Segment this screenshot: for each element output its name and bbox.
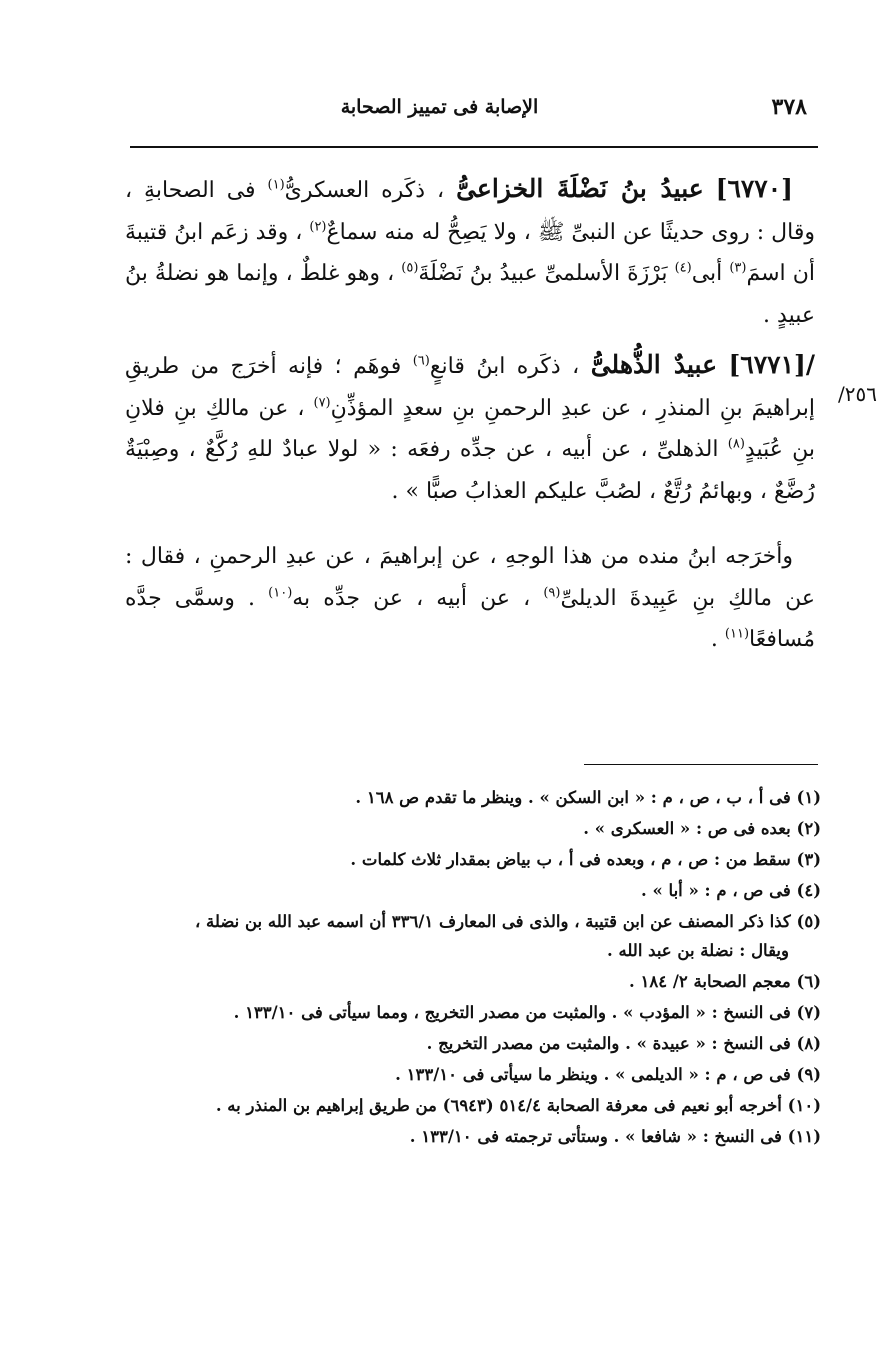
footnote-ref[interactable]: (٣) <box>729 260 747 276</box>
footnote-continuation: ويقال : نضلة بن عبد الله . <box>607 940 789 960</box>
text-run: وأخرَجه ابنُ منده من هذا الوجهِ ، عن إبراهيمَ ، عن عبدِ الرحمنِ ، فقال : عن مالكِ بنِ عَبِيدةَ الديلىِّ <box>125 544 815 611</box>
text-run: أبى <box>691 261 730 286</box>
footnote-label: (٦) <box>796 971 821 991</box>
footnote <box>105 877 821 906</box>
text-run: ، وهو غلطٌ ، وإنما هو نضلةُ بنُ عبيدٍ . <box>125 261 815 328</box>
footnote-text: سقط من : ص ، م ، وبعده فى أ ، ب بياض بمقدار ثلاث كلمات . <box>350 850 791 869</box>
footnote <box>105 968 821 997</box>
header-rule <box>130 146 818 148</box>
footnote <box>105 846 821 875</box>
footnote <box>105 908 821 965</box>
text-run: ، ذكَره العسكرىُّ <box>284 178 445 203</box>
text-run: بَرْزَةَ الأسلمىِّ عبيدُ بنُ نَضْلَةَ <box>418 261 675 286</box>
footnote-label: (١١) <box>787 1126 821 1146</box>
entry-number: ٦٧٧٠ <box>727 174 782 203</box>
footnote <box>105 1030 821 1059</box>
footnote-ref[interactable]: (٤) <box>674 260 692 276</box>
footnote-ref[interactable]: (٥) <box>401 260 419 276</box>
running-head: الإصابة فى تمييز الصحابة <box>340 96 539 118</box>
footnote-label: (٢) <box>796 819 821 838</box>
entry-number: ٦٧٧١ <box>740 350 795 379</box>
entry-6771-continuation <box>125 536 815 661</box>
text-run: ، عن مالكِ بنِ فلانِ بنِ عُبَيدٍ <box>125 395 815 462</box>
footnote-text: فى النسخ : « عبيدة » . والمثبت من مصدر التخريج . <box>426 1033 791 1053</box>
footnote-label: (١٠) <box>787 1095 821 1115</box>
footnote-text: كذا ذكر المصنف عن ابن قتيبة ، والذى فى المعارف ٣٣٦/١ أن اسمه عبد الله بن نضلة ، <box>194 912 791 931</box>
footnote-text: فى ص ، م : « أبا » . <box>641 881 791 900</box>
margin-reference: ٢٥٦/ <box>838 382 877 406</box>
footnote-rule <box>584 764 818 765</box>
text-run: . <box>710 627 725 652</box>
footnote-ref[interactable]: (٧) <box>313 395 331 411</box>
entry-bracket-open: [ <box>781 174 794 203</box>
text-run: ، وقد زعَم ابنُ قتيبةَ أن اسمَ <box>125 219 815 286</box>
footnote <box>105 999 821 1028</box>
text-run: فوهَم ؛ فإنه أخرَج من طريقِ إبراهيمَ بنِ المنذرِ ، عن عبدِ الرحمنِ بنِ سعدٍ المؤذِّنِ <box>125 354 816 421</box>
footnote-label: (٥) <box>796 912 821 931</box>
footnote <box>105 1061 821 1090</box>
footnote-label: (٩) <box>796 1064 821 1084</box>
text-run: فى الصحابةِ ، وقال : روى حديثًا عن النبىِّ ﷺ ، ولا يَصِحُّ له منه سماعٌ <box>125 178 815 245</box>
footnote-text: معجم الصحابة ٢/ ١٨٤ . <box>629 971 791 991</box>
footnote-text: فى النسخ : « شافعا » . وستأتى ترجمته فى ١٣٣/١٠ . <box>409 1126 782 1146</box>
text-run: ، عن أبيه ، عن جدِّه به <box>292 585 544 611</box>
footnote-label: (١) <box>796 788 821 807</box>
text-run: الذهلىِّ ، عن أبيه ، عن جدِّه رفعَه : « لولا عبادٌ للهِ رُكَّعٌ ، وصِبْيَةٌ رُضَّعٌ ، وبهائمُ رُتَّعٌ ، لصُبَّ عليكم العذابُ صبًّا » . <box>125 437 815 504</box>
entry-bracket-close: ] <box>715 174 728 203</box>
entry-bracket-open: /[ <box>794 350 815 379</box>
entry-bracket-close: ] <box>728 350 741 379</box>
text-run: ، ذكَره ابنُ قانعٍ <box>429 354 580 379</box>
entry-6770 <box>125 168 815 336</box>
footnote-ref[interactable]: (١١) <box>724 626 750 642</box>
footnote-ref[interactable]: (٨) <box>727 436 745 452</box>
footnote-ref[interactable]: (٦) <box>412 353 430 369</box>
main-text <box>125 168 815 661</box>
footnote-ref[interactable]: (٢) <box>309 219 327 235</box>
footnote-text: فى ص ، م : « الديلمى » . وينظر ما سيأتى فى ١٣٣/١٠ . <box>395 1064 791 1084</box>
footnote-text: فى النسخ : « المؤدب » . والمثبت من مصدر التخريج ، ومما سيأتى فى ١٣٣/١٠ . <box>233 1002 791 1022</box>
footnote <box>105 815 821 844</box>
footnote-label: (٣) <box>796 850 821 869</box>
footnotes <box>105 784 821 1154</box>
text-run: . وسمَّى جدَّه مُسافعًا <box>125 585 815 652</box>
page-number: ٣٧٨ <box>771 94 807 120</box>
footnote-label: (٨) <box>796 1033 821 1053</box>
footnote-text: بعده فى ص : « العسكرى » . <box>583 819 791 838</box>
footnote-ref[interactable]: (٩) <box>543 585 561 601</box>
entry-6771 <box>125 344 815 512</box>
footnote-label: (٤) <box>796 881 821 900</box>
footnote-label: (٧) <box>796 1002 821 1022</box>
footnote <box>105 1092 821 1121</box>
footnote-ref[interactable]: (١٠) <box>268 585 293 601</box>
footnote <box>105 784 821 813</box>
footnote-text: أخرجه أبو نعيم فى معرفة الصحابة ٥١٤/٤ (٦٩٤٣) من طريق إبراهيم بن المنذر به . <box>215 1095 782 1115</box>
footnote <box>105 1123 821 1152</box>
entry-name: عبيدُ بنُ نَضْلَةَ الخزاعىُّ <box>456 174 704 203</box>
entry-name: عبيدٌ الذُّهلىُّ <box>590 350 717 379</box>
footnote-ref[interactable]: (١) <box>267 177 285 193</box>
footnote-text: فى أ ، ب ، ص ، م : « ابن السكن » . وينظر ما تقدم ص ١٦٨ . <box>355 788 791 807</box>
